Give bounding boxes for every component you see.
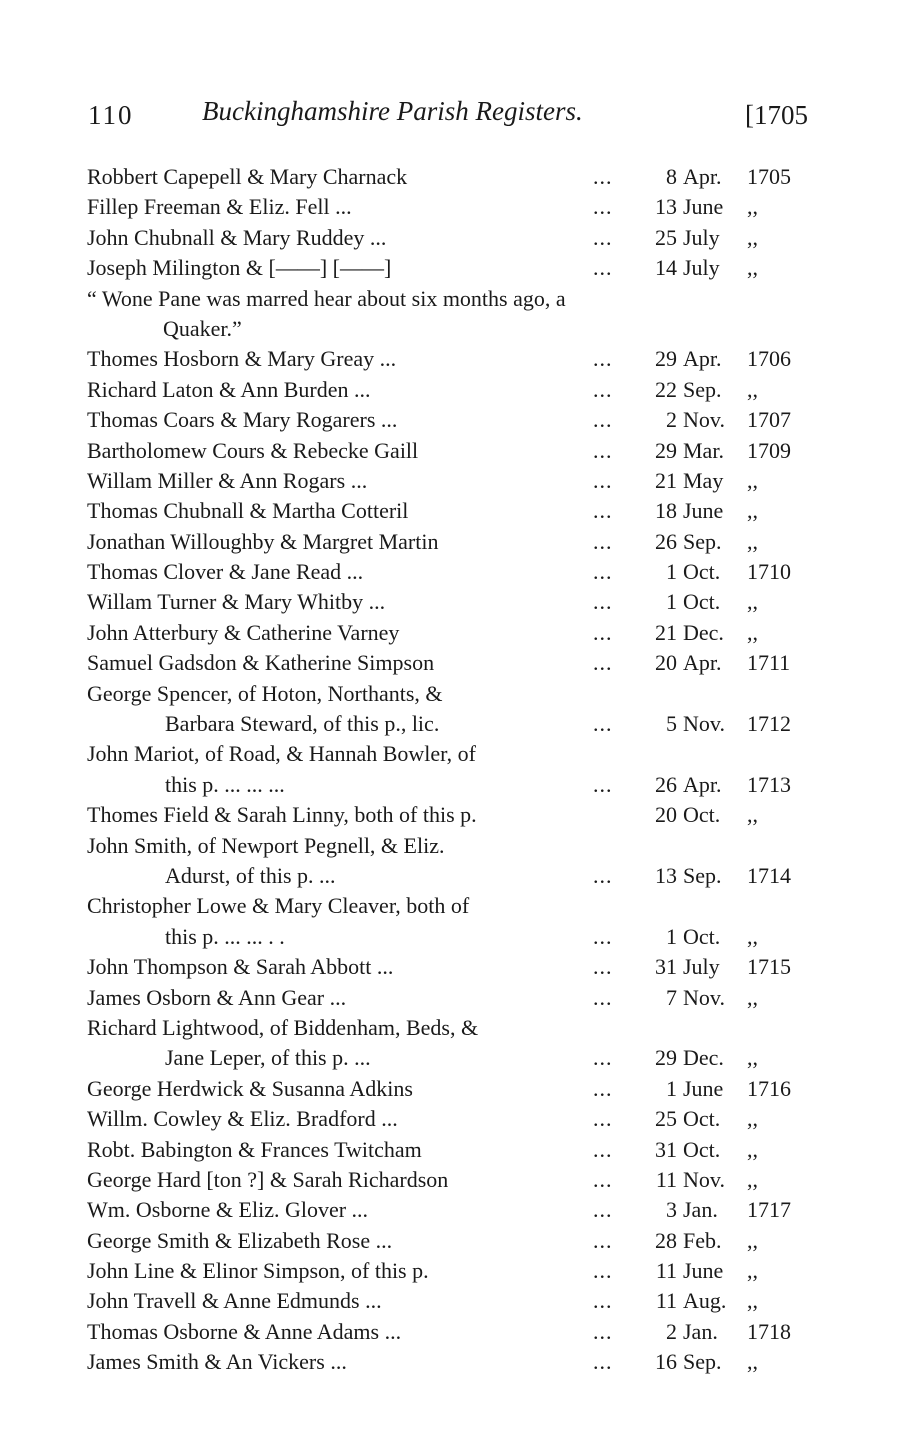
entry-month: Apr. [683,771,722,797]
entry-names: Robbert Capepell & Mary Charnack [87,164,408,189]
register-entry [87,527,807,557]
entry-year: ,, [747,498,758,524]
entry-year: ,, [747,528,758,554]
entry-day: 28 [655,1227,677,1253]
entry-year: ,, [747,923,758,949]
register-entry [87,1195,807,1225]
leader-dots: ... [593,650,613,676]
entry-names: John Thompson & Sarah Abbott ... [87,954,394,980]
entry-month: Oct. [683,923,721,949]
entry-day: 22 [655,376,677,402]
entry-day: 26 [655,528,677,554]
entry-day: 21 [655,619,677,645]
entry-day: 14 [655,255,677,281]
entry-names: John Line & Elinor Simpson, of this p. [87,1258,429,1284]
leader-dots: ... [593,559,613,585]
entry-year: ,, [747,224,758,250]
leader-dots: ... [593,954,613,980]
entry-month: June [683,1258,724,1284]
leader-dots: ... [593,407,613,433]
entry-names: Thomes Hosborn & Mary Greay ... [87,346,397,372]
register-entry [87,1104,807,1134]
register-entry [87,770,807,800]
leader-dots: ... [593,467,613,493]
leader-dots: ... [593,1106,613,1132]
entry-month: Nov. [683,711,725,737]
entry-names: Joseph Milington & [——] [——] [87,255,392,281]
entry-year: ,, [747,1106,758,1132]
entry-day: 11 [655,1258,677,1284]
entry-day: 31 [655,1136,677,1162]
register-entry [87,922,807,952]
entry-day: 16 [655,1349,677,1375]
entry-names: Samuel Gadsdon & Katherine Simpson [87,650,435,676]
entry-day: 7 [666,984,677,1010]
entry-month: Feb. [683,1227,722,1253]
register-entry [87,679,807,709]
leader-dots: ... [593,164,613,189]
entry-day: 25 [655,1106,677,1132]
entry-month: Oct. [683,1106,721,1132]
entry-day: 2 [666,407,677,433]
page-header [88,96,808,136]
entry-month: Aug. [683,1288,727,1314]
leader-dots: ... [593,1318,613,1344]
leader-dots: ... [593,923,613,949]
register-entry [87,831,807,861]
entry-day: 2 [666,1318,677,1344]
entry-names: George Herdwick & Susanna Adkins [87,1075,413,1101]
entry-day: 29 [655,346,677,372]
entry-year: 1718 [747,1318,791,1344]
entry-month: Apr. [683,164,722,189]
entry-month: Mar. [683,437,724,463]
entry-names: John Mariot, of Road, & Hannah Bowler, of [87,741,476,767]
header-year: [1705 [745,100,808,130]
register-entry [87,891,807,921]
entry-day: 8 [666,164,677,189]
leader-dots: ... [593,1166,613,1192]
register-entry [87,1135,807,1165]
entry-year: 1712 [747,711,791,737]
entry-day: 20 [655,802,677,828]
entry-names: this p. ... ... . . [165,923,285,949]
entry-names: Willam Turner & Mary Whitby ... [87,589,386,615]
entry-names: John Smith, of Newport Pegnell, & Eliz. [87,832,445,858]
leader-dots: ... [593,771,613,797]
entry-day: 1 [666,589,677,615]
entry-year: ,, [747,376,758,402]
entry-day: 11 [655,1166,677,1192]
entry-names: Adurst, of this p. ... [165,862,336,888]
register-entry [87,952,807,982]
leader-dots: ... [593,984,613,1010]
entry-month: June [683,1075,724,1101]
entry-month: Apr. [683,346,722,372]
entry-year: ,, [747,984,758,1010]
entry-year: ,, [747,1136,758,1162]
entry-year: ,, [747,802,758,828]
register-entry [87,1165,807,1195]
entry-year: ,, [747,1349,758,1375]
entry-names: “ Wone Pane was marred hear about six months ago, a [87,285,566,311]
entry-month: July [683,255,720,281]
entry-names: Richard Laton & Ann Burden ... [87,376,371,402]
register-entry [87,223,807,253]
leader-dots: ... [593,255,613,281]
register-entry [87,466,807,496]
register-entry [87,375,807,405]
entry-day: 3 [666,1197,677,1223]
leader-dots: ... [593,528,613,554]
register-entry [87,861,807,891]
entry-year: 1713 [747,771,791,797]
leader-dots: ... [593,498,613,524]
entry-names: Thomes Field & Sarah Linny, both of this p. [87,802,477,828]
entry-names: Jane Leper, of this p. ... [165,1045,371,1071]
register-entry [87,1286,807,1316]
entry-day: 1 [666,1075,677,1101]
leader-dots: ... [593,1349,613,1375]
entry-names: Robt. Babington & Frances Twitcham [87,1136,422,1162]
register-entry [87,1074,807,1104]
entry-month: Oct. [683,559,721,585]
entry-year: ,, [747,255,758,281]
register-entry [87,1013,807,1043]
register-entry [87,709,807,739]
entry-month: Jan. [683,1318,718,1344]
register-entry [87,739,807,769]
entry-year: ,, [747,1258,758,1284]
entry-names: George Hard [ton ?] & Sarah Richardson [87,1166,449,1192]
entry-year: 1717 [747,1197,791,1223]
register-entry [87,983,807,1013]
entry-day: 26 [655,771,677,797]
entry-year: ,, [747,589,758,615]
entry-names: Christopher Lowe & Mary Cleaver, both of [87,893,470,919]
entry-names: John Chubnall & Mary Ruddey ... [87,224,387,250]
register-entry [87,253,807,283]
register-entry [87,800,807,830]
entry-names: Fillep Freeman & Eliz. Fell ... [87,194,352,220]
entry-month: Sep. [683,528,722,554]
entry-day: 5 [666,711,677,737]
entry-year: 1714 [747,862,791,888]
leader-dots: ... [593,1227,613,1253]
marriage-register-list [87,162,807,1378]
entry-month: June [683,498,724,524]
leader-dots: ... [593,1045,613,1071]
register-entry [87,618,807,648]
register-entry [87,1347,807,1377]
entry-month: July [683,954,720,980]
entry-year: 1716 [747,1075,791,1101]
entry-names: Willm. Cowley & Eliz. Bradford ... [87,1106,398,1132]
entry-month: June [683,194,724,220]
entry-year: ,, [747,1227,758,1253]
page-number: 110 [88,100,134,130]
entry-names: Richard Lightwood, of Biddenham, Beds, & [87,1014,479,1040]
entry-day: 11 [655,1288,677,1314]
register-entry [87,1317,807,1347]
entry-month: Apr. [683,650,722,676]
register-entry [87,192,807,222]
entry-year: 1706 [747,346,791,372]
entry-month: Jan. [683,1197,718,1223]
entry-names: Thomas Coars & Mary Rogarers ... [87,407,398,433]
entry-year: ,, [747,1288,758,1314]
entry-year: ,, [747,467,758,493]
entry-year: ,, [747,619,758,645]
leader-dots: ... [593,1197,613,1223]
entry-names: Thomas Osborne & Anne Adams ... [87,1318,402,1344]
entry-names: Quaker.” [163,315,242,341]
entry-day: 1 [666,559,677,585]
leader-dots: ... [593,1258,613,1284]
entry-names: Thomas Clover & Jane Read ... [87,559,364,585]
entry-day: 1 [666,923,677,949]
entry-day: 20 [655,650,677,676]
leader-dots: ... [593,376,613,402]
register-entry [87,496,807,526]
entry-names: George Spencer, of Hoton, Northants, & [87,680,443,706]
entry-year: 1711 [747,650,791,676]
entry-month: Sep. [683,1349,722,1375]
leader-dots: ... [593,589,613,615]
register-entry [87,1256,807,1286]
register-note [87,284,807,314]
entry-day: 18 [655,498,677,524]
leader-dots: ... [593,1288,613,1314]
register-entry [87,1226,807,1256]
entry-month: Oct. [683,1136,721,1162]
entry-year: 1709 [747,437,791,463]
leader-dots: ... [593,862,613,888]
running-title: Buckinghamshire Parish Registers. [202,96,583,126]
entry-month: Oct. [683,589,721,615]
register-entry [87,344,807,374]
entry-names: John Travell & Anne Edmunds ... [87,1288,382,1314]
entry-names: James Smith & An Vickers ... [87,1349,347,1375]
leader-dots: ... [593,619,613,645]
entry-day: 31 [655,954,677,980]
entry-month: July [683,224,720,250]
leader-dots: ... [593,194,613,220]
entry-names: Barbara Steward, of this p., lic. [165,711,440,737]
leader-dots: ... [593,437,613,463]
entry-month: May [683,467,724,493]
entry-names: Thomas Chubnall & Martha Cotteril [87,498,409,524]
entry-names: Wm. Osborne & Eliz. Glover ... [87,1197,369,1223]
leader-dots: ... [593,1136,613,1162]
entry-names: John Atterbury & Catherine Varney [87,619,400,645]
leader-dots: ... [593,346,613,372]
register-note [87,314,807,344]
entry-year: 1710 [747,559,791,585]
entry-day: 29 [655,437,677,463]
entry-year: 1705 [747,164,791,189]
entry-names: this p. ... ... ... [165,771,285,797]
entry-month: Nov. [683,984,725,1010]
entry-day: 21 [655,467,677,493]
register-entry [87,1043,807,1073]
entry-month: Oct. [683,802,721,828]
entry-month: Dec. [683,619,724,645]
entry-day: 13 [655,194,677,220]
entry-names: Bartholomew Cours & Rebecke Gaill [87,437,419,463]
register-entry [87,648,807,678]
entry-day: 25 [655,224,677,250]
entry-year: ,, [747,1045,758,1071]
register-entry [87,405,807,435]
entry-names: Jonathan Willoughby & Margret Martin [87,528,439,554]
entry-year: 1715 [747,954,791,980]
entry-year: ,, [747,1166,758,1192]
entry-names: George Smith & Elizabeth Rose ... [87,1227,393,1253]
leader-dots: ... [593,711,613,737]
entry-month: Sep. [683,376,722,402]
entry-month: Nov. [683,1166,725,1192]
entry-month: Sep. [683,862,722,888]
entry-year: ,, [747,194,758,220]
entry-month: Dec. [683,1045,724,1071]
leader-dots: ... [593,1075,613,1101]
register-entry [87,162,807,192]
leader-dots: ... [593,224,613,250]
entry-year: 1707 [747,407,791,433]
entry-names: James Osborn & Ann Gear ... [87,984,347,1010]
register-entry [87,587,807,617]
entry-day: 29 [655,1045,677,1071]
register-entry [87,557,807,587]
entry-month: Nov. [683,407,725,433]
entry-day: 13 [655,862,677,888]
register-entry [87,436,807,466]
entry-names: Willam Miller & Ann Rogars ... [87,467,368,493]
